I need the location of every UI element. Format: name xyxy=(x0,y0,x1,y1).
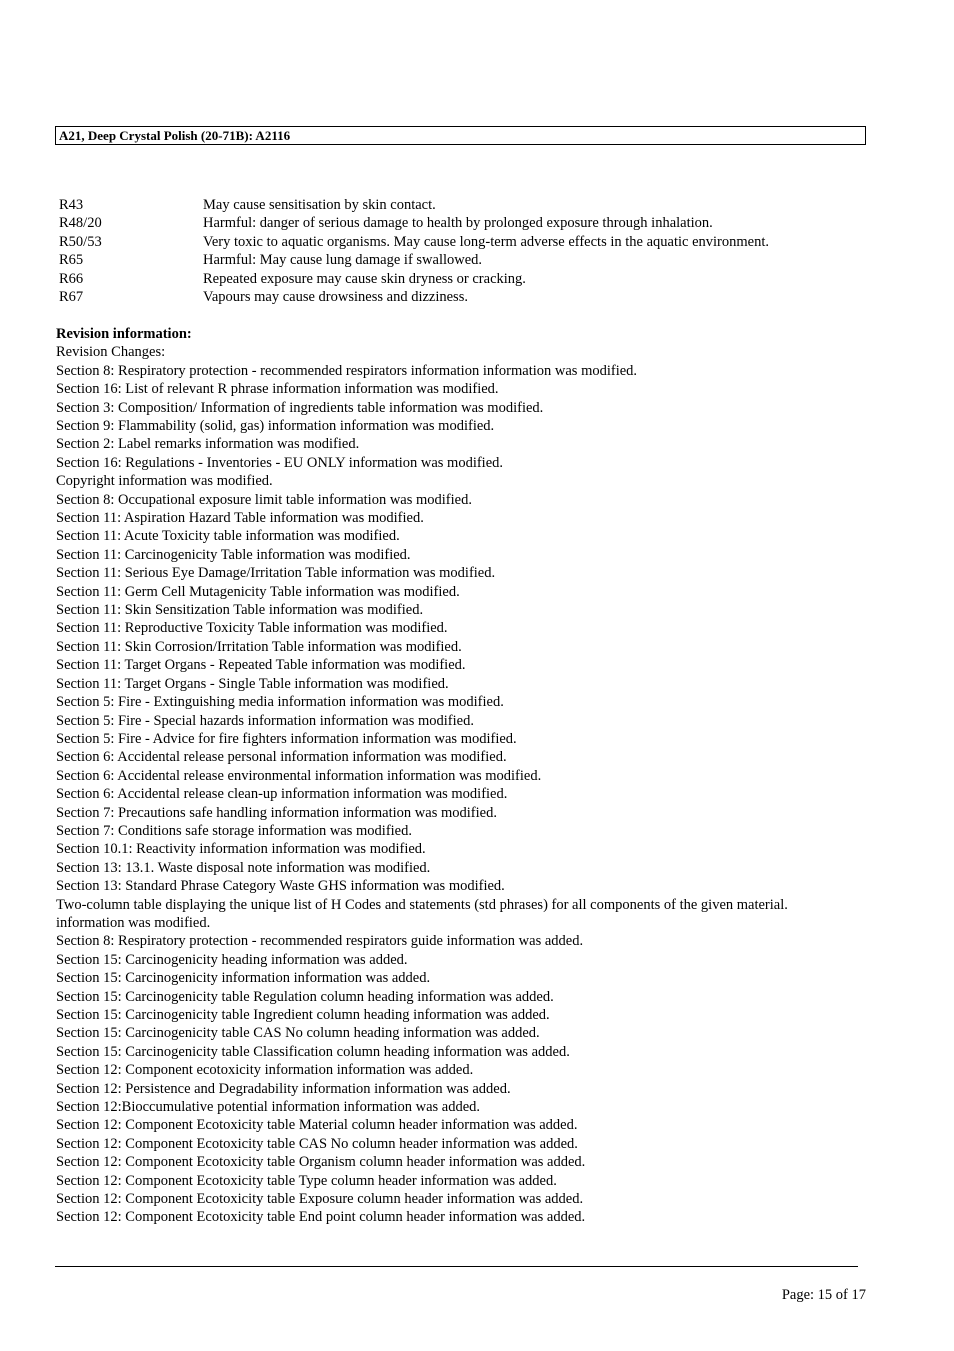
r-phrase-text: Very toxic to aquatic organisms. May cause long-term adverse effects in the aquatic environment. xyxy=(203,233,769,250)
revision-change-item: Section 12:Bioccumulative potential information information was added. xyxy=(56,1099,481,1116)
r-phrase-code: R48/20 xyxy=(59,215,102,232)
revision-change-item: Section 8: Occupational exposure limit table information was modified. xyxy=(56,491,472,508)
r-phrase-row xyxy=(59,288,859,306)
r-phrase-row xyxy=(59,196,859,214)
revision-change-item: Section 8: Respiratory protection - recommended respirators guide information was added. xyxy=(56,933,584,950)
revision-change-item: Section 11: Germ Cell Mutagenicity Table information was modified. xyxy=(56,583,460,600)
revision-change-item: Section 6: Accidental release personal information information was modified. xyxy=(56,749,507,766)
r-phrase-code: R66 xyxy=(59,270,84,287)
revision-change-item: Section 15: Carcinogenicity table CAS No column heading information was added. xyxy=(56,1025,540,1042)
revision-change-item: Section 6: Accidental release environmental information information was modified. xyxy=(56,767,542,784)
revision-change-item: Section 12: Component Ecotoxicity table End point column header information was added. xyxy=(56,1209,586,1226)
revision-change-item: Section 16: Regulations - Inventories - EU ONLY information was modified. xyxy=(56,454,504,471)
revision-change-item: Section 15: Carcinogenicity information information was added. xyxy=(56,970,431,987)
revision-change-item: Section 7: Precautions safe handling information information was modified. xyxy=(56,804,497,821)
r-phrase-code: R50/53 xyxy=(59,233,102,250)
revision-change-item: Section 9: Flammability (solid, gas) information information was modified. xyxy=(56,418,495,434)
r-phrase-code: R67 xyxy=(59,288,84,305)
revision-change-item: Section 3: Composition/ Information of ingredients table information was modified. xyxy=(56,399,544,416)
revision-change-item: Section 13: Standard Phrase Category Waste GHS information was modified. xyxy=(56,878,505,895)
revision-change-item: Section 16: List of relevant R phrase information information was modified. xyxy=(56,381,499,398)
revision-change-item: Section 12: Component ecotoxicity information information was added. xyxy=(56,1062,474,1079)
revision-change-item: Section 11: Serious Eye Damage/Irritation Table information was modified. xyxy=(56,565,496,582)
revision-change-item: Section 11: Aspiration Hazard Table information was modified. xyxy=(56,510,424,527)
revision-change-item: Section 11: Skin Sensitization Table information was modified. xyxy=(56,602,424,619)
r-phrase-text: Harmful: danger of serious damage to health by prolonged exposure through inhalation. xyxy=(203,215,713,232)
revision-subheading: Revision Changes: xyxy=(56,344,166,361)
revision-heading: Revision information: xyxy=(56,326,192,342)
revision-change-item: Section 6: Accidental release clean-up information information was modified. xyxy=(56,786,508,803)
r-phrase-code: R43 xyxy=(59,197,84,213)
r-phrase-text: Repeated exposure may cause skin dryness or cracking. xyxy=(203,270,526,287)
r-phrase-row xyxy=(59,251,859,269)
revision-change-list xyxy=(56,362,856,1227)
revision-change-item: Copyright information was modified. xyxy=(56,473,273,490)
revision-change-item: Section 12: Component Ecotoxicity table Material column header information was added. xyxy=(56,1117,578,1134)
revision-change-item: Section 12: Component Ecotoxicity table Exposure column header information was added. xyxy=(56,1191,584,1208)
r-phrase-list xyxy=(59,196,859,306)
revision-change-item: Section 11: Skin Corrosion/Irritation Table information was modified. xyxy=(56,638,462,655)
revision-change-item: Section 11: Reproductive Toxicity Table information was modified. xyxy=(56,620,448,637)
revision-change-item: Section 11: Carcinogenicity Table information was modified. xyxy=(56,546,411,563)
revision-change-item: Section 12: Component Ecotoxicity table Type column header information was added. xyxy=(56,1172,557,1189)
revision-change-item: Section 5: Fire - Special hazards information information was modified. xyxy=(56,712,474,729)
r-phrase-row xyxy=(59,270,859,288)
revision-change-item: Section 2: Label remarks information was modified. xyxy=(56,436,360,453)
revision-change-item: Section 11: Target Organs - Single Table information was modified. xyxy=(56,675,449,692)
revision-change-item: Section 10.1: Reactivity information information was modified. xyxy=(56,841,426,858)
r-phrase-row xyxy=(59,214,859,232)
revision-change-item: Section 8: Respiratory protection - recommended respirators information information was modified. xyxy=(56,362,638,379)
revision-change-item: Section 12: Component Ecotoxicity table Organism column header information was added. xyxy=(56,1154,586,1171)
r-phrase-text: Harmful: May cause lung damage if swallowed. xyxy=(203,252,483,269)
revision-change-item: Two-column table displaying the unique list of H Codes and statements (std phrases) for all components of the given material. information was modified. xyxy=(56,896,788,931)
revision-change-item: Section 11: Target Organs - Repeated Table information was modified. xyxy=(56,657,466,674)
revision-change-item: Section 15: Carcinogenicity table Ingredient column heading information was added. xyxy=(56,1007,550,1023)
revision-change-item: Section 7: Conditions safe storage information was modified. xyxy=(56,822,412,839)
r-phrase-code: R65 xyxy=(59,252,84,269)
page-number: Page: 15 of 17 xyxy=(781,1287,866,1303)
revision-change-item: Section 12: Persistence and Degradability information information was added. xyxy=(56,1080,511,1097)
revision-change-item: Section 15: Carcinogenicity table Regulation column heading information was added. xyxy=(56,988,554,1005)
footer-divider xyxy=(55,1266,858,1267)
revision-change-item: Section 12: Component Ecotoxicity table CAS No column header information was added. xyxy=(56,1135,578,1152)
r-phrase-text: May cause sensitisation by skin contact. xyxy=(203,197,436,213)
revision-change-item: Section 5: Fire - Extinguishing media information information was modified. xyxy=(56,694,504,711)
r-phrase-row xyxy=(59,233,859,251)
revision-change-item: Section 13: 13.1. Waste disposal note information was modified. xyxy=(56,859,431,876)
revision-change-item: Section 15: Carcinogenicity table Classification column heading information was added. xyxy=(56,1043,570,1060)
revision-change-item: Section 5: Fire - Advice for fire fighters information information was modified. xyxy=(56,730,517,747)
revision-change-item: Section 11: Acute Toxicity table information was modified. xyxy=(56,528,400,545)
revision-change-item: Section 15: Carcinogenicity heading information was added. xyxy=(56,951,408,968)
product-title: A21, Deep Crystal Polish (20-71B): A2116 xyxy=(59,128,291,143)
revision-section xyxy=(56,325,856,1227)
document-header xyxy=(55,126,866,145)
r-phrase-text: Vapours may cause drowsiness and dizziness. xyxy=(203,288,468,305)
